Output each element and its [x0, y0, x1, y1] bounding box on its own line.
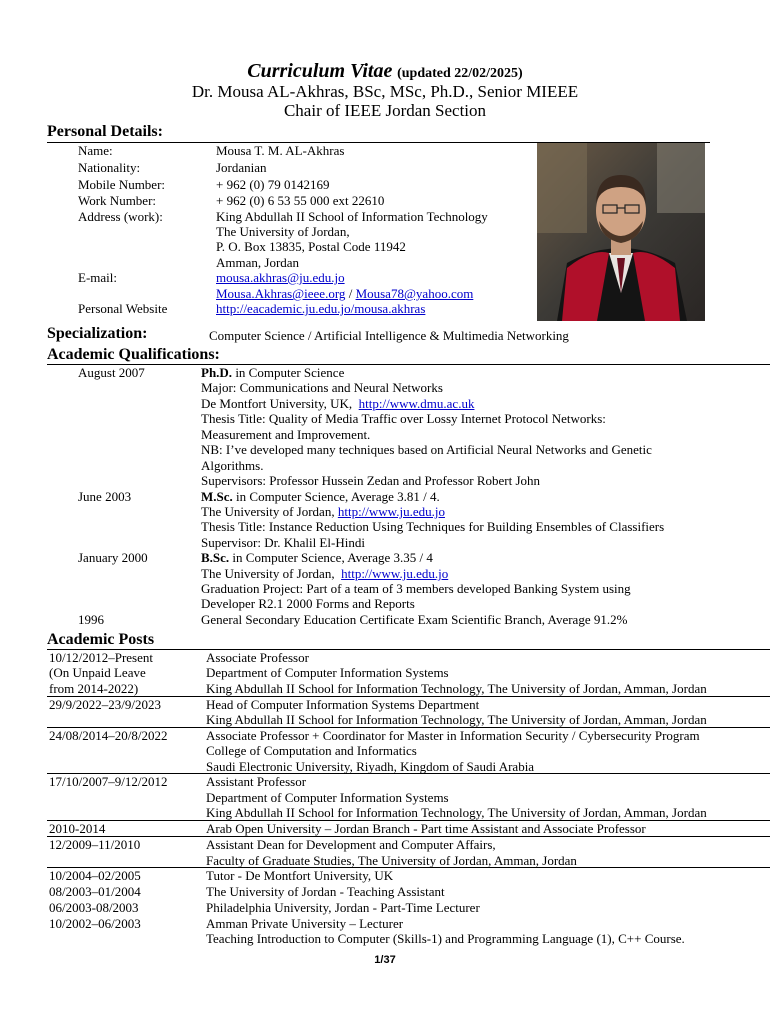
post-dates: 2010-2014 [49, 821, 106, 836]
phd-note-cont: Algorithms. [201, 458, 264, 473]
post-line: King Abdullah II School for Information Technology, The University of Jordan, Amman, Jordan [206, 681, 707, 696]
portrait-image [537, 143, 705, 321]
website-label: Personal Website [78, 301, 168, 316]
university-name: The University of Jordan, [201, 504, 338, 519]
post-line: Tutor - De Montfort University, UK [206, 868, 394, 883]
address-line: P. O. Box 13835, Postal Code 11942 [216, 239, 406, 254]
specialization-value: Computer Science / Artificial Intelligence & Multimedia Networking [209, 328, 569, 343]
bsc-project-cont: Developer R2.1 2000 Forms and Reports [201, 596, 415, 611]
post-line: Head of Computer Information Systems Department [206, 697, 480, 712]
email-link-yahoo[interactable]: Mousa78@yahoo.com [355, 286, 474, 301]
msc-thesis-title: Thesis Title: Instance Reduction Using Techniques for Building Ensembles of Classifiers [201, 519, 665, 534]
university-name: The University of Jordan, [201, 566, 342, 581]
degree-subject: in Computer Science, Average 3.35 / 4 [229, 550, 433, 565]
email-separator: / [345, 286, 356, 301]
post-dates: (On Unpaid Leave [49, 665, 146, 680]
post-line: Faculty of Graduate Studies, The University of Jordan, Amman, Jordan [206, 853, 577, 868]
nationality-value: Jordanian [216, 160, 267, 175]
position-line: Chair of IEEE Jordan Section [283, 101, 487, 120]
academic-posts-heading: Academic Posts [47, 631, 155, 648]
post-dates: 10/2002–06/2003 [49, 916, 141, 931]
post-line: Arab Open University – Jordan Branch - Part time Assistant and Associate Professor [206, 821, 646, 836]
section-divider [47, 649, 770, 650]
university-name: De Montfort University, UK, [201, 396, 359, 411]
post-line: Department of Computer Information Systems [206, 790, 449, 805]
degree-title: M.Sc. [201, 489, 233, 504]
address-line: Amman, Jordan [216, 255, 300, 270]
degree-title: B.Sc. [201, 550, 230, 565]
qualification-date: 1996 [78, 612, 104, 627]
updated-date: (updated 22/02/2025) [397, 66, 523, 81]
post-line: King Abdullah II School for Information Technology, The University of Jordan, Amman, Jordan [206, 805, 707, 820]
post-line: Associate Professor + Coordinator for Master in Information Security / Cybersecurity Program [206, 728, 700, 743]
cv-title [0, 60, 770, 83]
post-dates: 08/2003–01/2004 [49, 884, 141, 899]
post-dates: from 2014-2022) [49, 681, 139, 696]
name-line: Dr. Mousa AL-Akhras, BSc, MSc, Ph.D., Senior MIEEE [191, 82, 579, 101]
secondary-education: General Secondary Education Certificate Exam Scientific Branch, Average 91.2% [201, 612, 628, 627]
page-number: 1/37 [374, 954, 396, 966]
personal-details-heading: Personal Details: [47, 123, 163, 140]
phd-note: NB: I’ve developed many techniques based on Artificial Neural Networks and Genetic [201, 442, 652, 457]
academic-qualifications-heading: Academic Qualifications: [47, 346, 220, 363]
mobile-label: Mobile Number: [78, 177, 166, 192]
email-link-primary[interactable]: mousa.akhras@ju.edu.jo [216, 270, 345, 285]
work-number-value: + 962 (0) 6 53 55 000 ext 22610 [216, 193, 385, 208]
ju-link[interactable]: http://www.ju.edu.jo [341, 566, 449, 581]
website-link[interactable]: http://eacademic.ju.edu.jo/mousa.akhras [216, 301, 426, 316]
post-line: Teaching Introduction to Computer (Skills-1) and Programming Language (1), C++ Course. [206, 931, 685, 946]
profile-photo [537, 143, 705, 321]
post-line: Saudi Electronic University, Riyadh, Kingdom of Saudi Arabia [206, 759, 535, 774]
ju-link[interactable]: http://www.ju.edu.jo [337, 504, 445, 519]
phd-major: Major: Communications and Neural Networks [201, 380, 443, 395]
qualification-date: June 2003 [78, 489, 132, 504]
bsc-project: Graduation Project: Part of a team of 3 members developed Banking System using [201, 581, 631, 596]
dmu-link[interactable]: http://www.dmu.ac.uk [358, 396, 475, 411]
qualification-date: January 2000 [78, 550, 148, 565]
post-line: Associate Professor [206, 650, 309, 665]
nationality-label: Nationality: [78, 160, 141, 175]
email-link-ieee[interactable]: Mousa.Akhras@ieee.org [216, 286, 346, 301]
qualification-date: August 2007 [78, 365, 145, 380]
degree-subject: in Computer Science [232, 365, 345, 380]
name-label: Name: [78, 143, 113, 158]
post-line: Philadelphia University, Jordan - Part-Time Lecturer [206, 900, 480, 915]
post-line: College of Computation and Informatics [206, 743, 417, 758]
post-line: The University of Jordan - Teaching Assistant [206, 884, 445, 899]
post-line: Assistant Dean for Development and Computer Affairs, [206, 837, 496, 852]
degree-subject: in Computer Science, Average 3.81 / 4. [232, 489, 440, 504]
row-divider [47, 867, 770, 868]
address-line: The University of Jordan, [216, 224, 350, 239]
email-label: E-mail: [78, 270, 117, 285]
post-line: King Abdullah II School for Information Technology, The University of Jordan, Amman, Jordan [206, 712, 707, 727]
mobile-value: + 962 (0) 79 0142169 [216, 177, 330, 192]
cv-title-text: Curriculum Vitae [247, 60, 393, 82]
post-line: Department of Computer Information Systems [206, 665, 449, 680]
msc-supervisor: Supervisor: Dr. Khalil El-Hindi [201, 535, 365, 550]
specialization-heading: Specialization: [47, 325, 148, 342]
address-line: King Abdullah II School of Information Technology [216, 209, 488, 224]
post-dates: 10/12/2012–Present [49, 650, 153, 665]
post-dates: 12/2009–11/2010 [49, 837, 141, 852]
post-dates: 24/08/2014–20/8/2022 [49, 728, 168, 743]
post-dates: 29/9/2022–23/9/2023 [49, 697, 161, 712]
work-number-label: Work Number: [78, 193, 157, 208]
phd-thesis-title-cont: Measurement and Improvement. [201, 427, 371, 442]
post-line: Amman Private University – Lecturer [206, 916, 404, 931]
post-line: Assistant Professor [206, 774, 307, 789]
degree-title: Ph.D. [201, 365, 233, 380]
address-label: Address (work): [78, 209, 163, 224]
phd-thesis-title: Thesis Title: Quality of Media Traffic over Lossy Internet Protocol Networks: [201, 411, 606, 426]
section-divider [47, 364, 770, 365]
name-value: Mousa T. M. AL-Akhras [216, 143, 345, 158]
post-dates: 06/2003-08/2003 [49, 900, 139, 915]
phd-supervisors: Supervisors: Professor Hussein Zedan and Professor Robert John [201, 473, 541, 488]
post-dates: 17/10/2007–9/12/2012 [49, 774, 168, 789]
post-dates: 10/2004–02/2005 [49, 868, 141, 883]
